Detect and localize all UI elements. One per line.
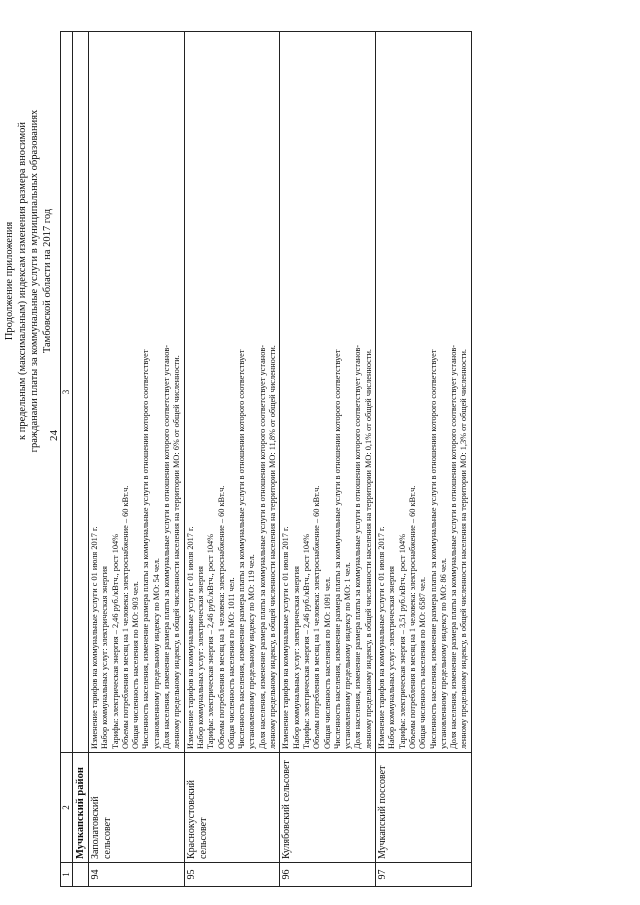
header-cell: 2 (61, 753, 73, 863)
appendix-caption (4, 41, 54, 521)
caption-line: к предельным (максимальным) индексам изменения размера вносимой (16, 121, 28, 441)
detail-line: Объемы потребления в месяц на 1 человека: электроснабжение – 60 кВт.ч. (216, 485, 226, 749)
detail-line: Объемы потребления в месяц на 1 человека: электроснабжение – 60 кВт.ч. (120, 485, 130, 749)
detail-line: установленному предельному индексу по МО: 86 чел. (438, 558, 448, 749)
row-details (376, 32, 472, 753)
detail-line: Объемы потребления в месяц на 1 человека: электроснабжение – 60 кВт.ч. (312, 485, 322, 749)
detail-line: Набор коммунальных услуг: электрическая энергия (100, 566, 110, 749)
region-name: Мучкапский район (73, 753, 89, 863)
detail-line: установленному предельному индексу по МО: 1 чел. (343, 562, 353, 749)
row-details (89, 32, 185, 753)
detail-line: установленному предельному индексу по МО: 119 чел. (247, 554, 257, 749)
detail-line: ленному предельному индексу, в общей численности населения на территории МО: 6% от общей численности. (172, 355, 182, 749)
row-number: 97 (376, 863, 472, 887)
detail-line: Общая численность населения по МО: 903 чел. (131, 581, 141, 749)
detail-line: ленному предельному индексу, в общей численности населения на территории МО: 1,3% от общей численности. (459, 349, 469, 749)
detail-line: Доля населения, изменение размера платы за коммунальные услуги в отношении которого соответствует установ- (162, 344, 172, 749)
table-row (184, 32, 280, 887)
detail-line: Изменение тарифов на коммунальные услуги с 01 июля 2017 г. (185, 526, 195, 749)
detail-line: Численность населения, изменение размера платы за коммунальные услуги в отношении которого соответствует (332, 349, 342, 749)
municipality-name: Мучкапский поссовет (376, 753, 472, 863)
detail-line: Общая численность населения по МО: 1091 чел. (322, 576, 332, 749)
detail-line: Тарифы: электрическая энергия – 2,46 руб./кВтч., рост 104% (301, 533, 311, 749)
region-row (73, 32, 89, 887)
region-empty-cell (73, 32, 89, 753)
row-details (280, 32, 376, 753)
detail-line: Доля населения, изменение размера платы за коммунальные услуги в отношении которого соответствует установ- (353, 344, 363, 749)
detail-line: установленному предельному индексу по МО: 54 чел. (151, 558, 161, 749)
detail-line: Доля населения, изменение размера платы за коммунальные услуги в отношении которого соответствует установ- (257, 344, 267, 749)
municipality-name: Кулябовский сельсовет (280, 753, 376, 863)
municipality-name: Краснокустовский сельсовет (184, 753, 280, 863)
detail-line: Тарифы: электрическая энергия – 2,46 руб./кВтч., рост 104% (110, 533, 120, 749)
table-row (280, 32, 376, 887)
detail-line: Тарифы: электрическая энергия – 3,51 руб./кВтч., рост 104% (397, 533, 407, 749)
detail-line: Общая численность населения по МО: 6587 чел. (418, 576, 428, 749)
detail-line: Объемы потребления в месяц на 1 человека: электроснабжение – 60 кВт.ч. (407, 485, 417, 749)
row-number: 94 (89, 863, 185, 887)
table-row (376, 32, 472, 887)
row-number: 95 (184, 863, 280, 887)
page-number: 24 (48, 430, 60, 441)
detail-line: ленному предельному индексу, в общей численности населения на территории МО: 0,1% от общей численности. (363, 349, 373, 749)
region-empty-cell (73, 863, 89, 887)
detail-line: Изменение тарифов на коммунальные услуги с 01 июля 2017 г. (377, 526, 387, 749)
caption-line: Продолжение приложения (4, 221, 15, 341)
detail-line: Набор коммунальных услуг: электрическая энергия (195, 566, 205, 749)
detail-line: Изменение тарифов на коммунальные услуги с 01 июля 2017 г. (281, 526, 291, 749)
table-wrapper (60, 32, 472, 887)
row-number: 96 (280, 863, 376, 887)
row-details (184, 32, 280, 753)
header-cell: 1 (61, 863, 73, 887)
caption-line: Тамбовской области на 2017 год (41, 208, 53, 354)
header-cell: 3 (61, 32, 73, 753)
table-header-row (61, 32, 73, 887)
detail-line: Набор коммунальных услуг: электрическая энергия (387, 566, 397, 749)
table-row (89, 32, 185, 887)
detail-line: Численность населения, изменение размера платы за коммунальные услуги в отношении которого соответствует (141, 349, 151, 749)
detail-line: Доля населения, изменение размера платы за коммунальные услуги в отношении которого соответствует установ- (449, 344, 459, 749)
caption-line: гражданами платы за коммунальные услуги в муниципальных образованиях (29, 109, 40, 453)
detail-line: Изменение тарифов на коммунальные услуги с 01 июля 2017 г. (90, 526, 99, 749)
detail-line: Тарифы: электрическая энергия – 2,46 руб./кВтч., рост 104% (206, 533, 216, 749)
detail-line: ленному предельному индексу, в общей численности населения на территории МО: 11,8% от общей численности. (268, 345, 278, 749)
detail-line: Численность населения, изменение размера платы за коммунальные услуги в отношении которого соответствует (428, 349, 438, 749)
detail-line: Набор коммунальных услуг: электрическая энергия (291, 566, 301, 749)
municipality-name: Заполатовский сельсовет (89, 753, 185, 863)
detail-line: Общая численность населения по МО: 1011 чел. (226, 577, 236, 749)
tariff-table (60, 31, 472, 887)
detail-line: Численность населения, изменение размера платы за коммунальные услуги в отношении которого соответствует (237, 349, 247, 749)
